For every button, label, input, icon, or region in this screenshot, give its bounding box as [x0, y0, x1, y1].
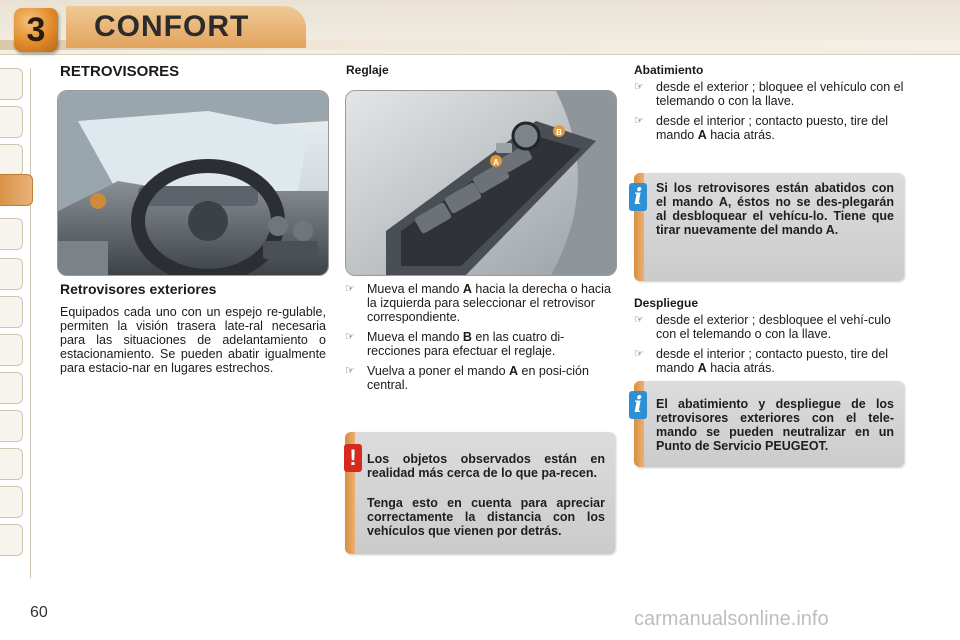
chapter-header [0, 0, 960, 55]
list-item: ☞ Mueva el mando A hacia la derecha o hacia la izquierda para seleccionar el retrovisor correspondiente. [345, 282, 611, 324]
section-title: RETROVISORES [60, 63, 180, 80]
pointing-hand-icon: ☞ [345, 331, 355, 343]
warning-text-2: Tenga esto en cuenta para apreciar correctamente la distancia con los vehículos que vienen por detrás. [367, 496, 605, 538]
info-box-neutralize [634, 381, 904, 467]
warning-box [345, 432, 615, 554]
info-box-fold [634, 173, 904, 281]
rail-tab[interactable] [0, 372, 23, 404]
rail-tab[interactable] [0, 410, 23, 442]
fold-steps [634, 80, 906, 148]
exclamation-icon: ! [344, 444, 362, 472]
info-text-fold: Si los retrovisores están abatidos con el mando A, éstos no se des-plegarán al desbloquear el vehícu-lo. Tiene que tirar nuevamente del mando A. [656, 181, 894, 237]
pointing-hand-icon: ☞ [345, 283, 355, 295]
rail-tab-active[interactable] [0, 174, 33, 206]
unfold-heading: Despliegue [634, 296, 699, 310]
rail-tab[interactable] [0, 296, 23, 328]
pointing-hand-icon: ☞ [634, 348, 644, 360]
list-item: ☞ Mueva el mando B en las cuatro di-recciones para efectuar el reglaje. [345, 330, 565, 358]
adjustment-steps [345, 282, 615, 398]
rail-tab[interactable] [0, 106, 23, 138]
rail-tab[interactable] [0, 144, 23, 176]
subsection-title: Retrovisores exteriores [60, 281, 217, 297]
intro-paragraph: Equipados cada uno con un espejo re-gulable, permiten la visión trasera late-ral necesaria para las situaciones de adelantamiento o estacionamiento. Se pueden abatir igualmente para estacio-nar en lugares estrechos. [60, 305, 326, 375]
list-item: ☞ desde el exterior ; desbloquee el vehí-culo con el telemando o con la llave. [634, 313, 891, 341]
pointing-hand-icon: ☞ [634, 314, 644, 326]
list-item: ☞ desde el exterior ; bloquee el vehículo con el telemando o con la llave. [634, 80, 904, 108]
fold-heading: Abatimiento [634, 63, 704, 77]
rail-tab[interactable] [0, 524, 23, 556]
info-icon: i [629, 183, 647, 211]
callout-a: A [493, 158, 499, 167]
mirror-control-illustration [345, 90, 617, 276]
pointing-hand-icon: ☞ [634, 81, 644, 93]
list-item: ☞ desde el interior ; contacto puesto, tire del mando A hacia atrás. [634, 114, 889, 142]
rail-tab[interactable] [0, 68, 23, 100]
chapter-number-badge: 3 [14, 8, 58, 52]
rail-tab[interactable] [0, 218, 23, 250]
callout-b: B [556, 128, 562, 137]
list-item: ☞ Vuelva a poner el mando A en posi-ción central. [345, 364, 589, 392]
rail-tab[interactable] [0, 258, 23, 290]
watermark: carmanualsonline.info [634, 608, 829, 630]
page-number: 60 [30, 604, 48, 621]
adjustment-heading: Reglaje [346, 63, 389, 77]
info-text-neutralize: El abatimiento y despliegue de los retrovisores exteriores con el tele-mando se pueden neutralizar en un Punto de Servicio PEUGEOT. [656, 397, 894, 453]
info-icon: i [629, 391, 647, 419]
rail-tab[interactable] [0, 448, 23, 480]
chapter-title: CONFORT [94, 10, 250, 43]
unfold-steps [634, 313, 906, 381]
warning-text-1: Los objetos observados están en realidad más cerca de lo que pa-recen. [367, 452, 605, 480]
chapter-tab-rail [0, 68, 31, 578]
car-interior-illustration [57, 90, 329, 276]
rail-tab[interactable] [0, 334, 23, 366]
list-item: ☞ desde el interior ; contacto puesto, tire del mando A hacia atrás. [634, 347, 889, 375]
pointing-hand-icon: ☞ [634, 115, 644, 127]
rail-tab[interactable] [0, 486, 23, 518]
pointing-hand-icon: ☞ [345, 365, 355, 377]
